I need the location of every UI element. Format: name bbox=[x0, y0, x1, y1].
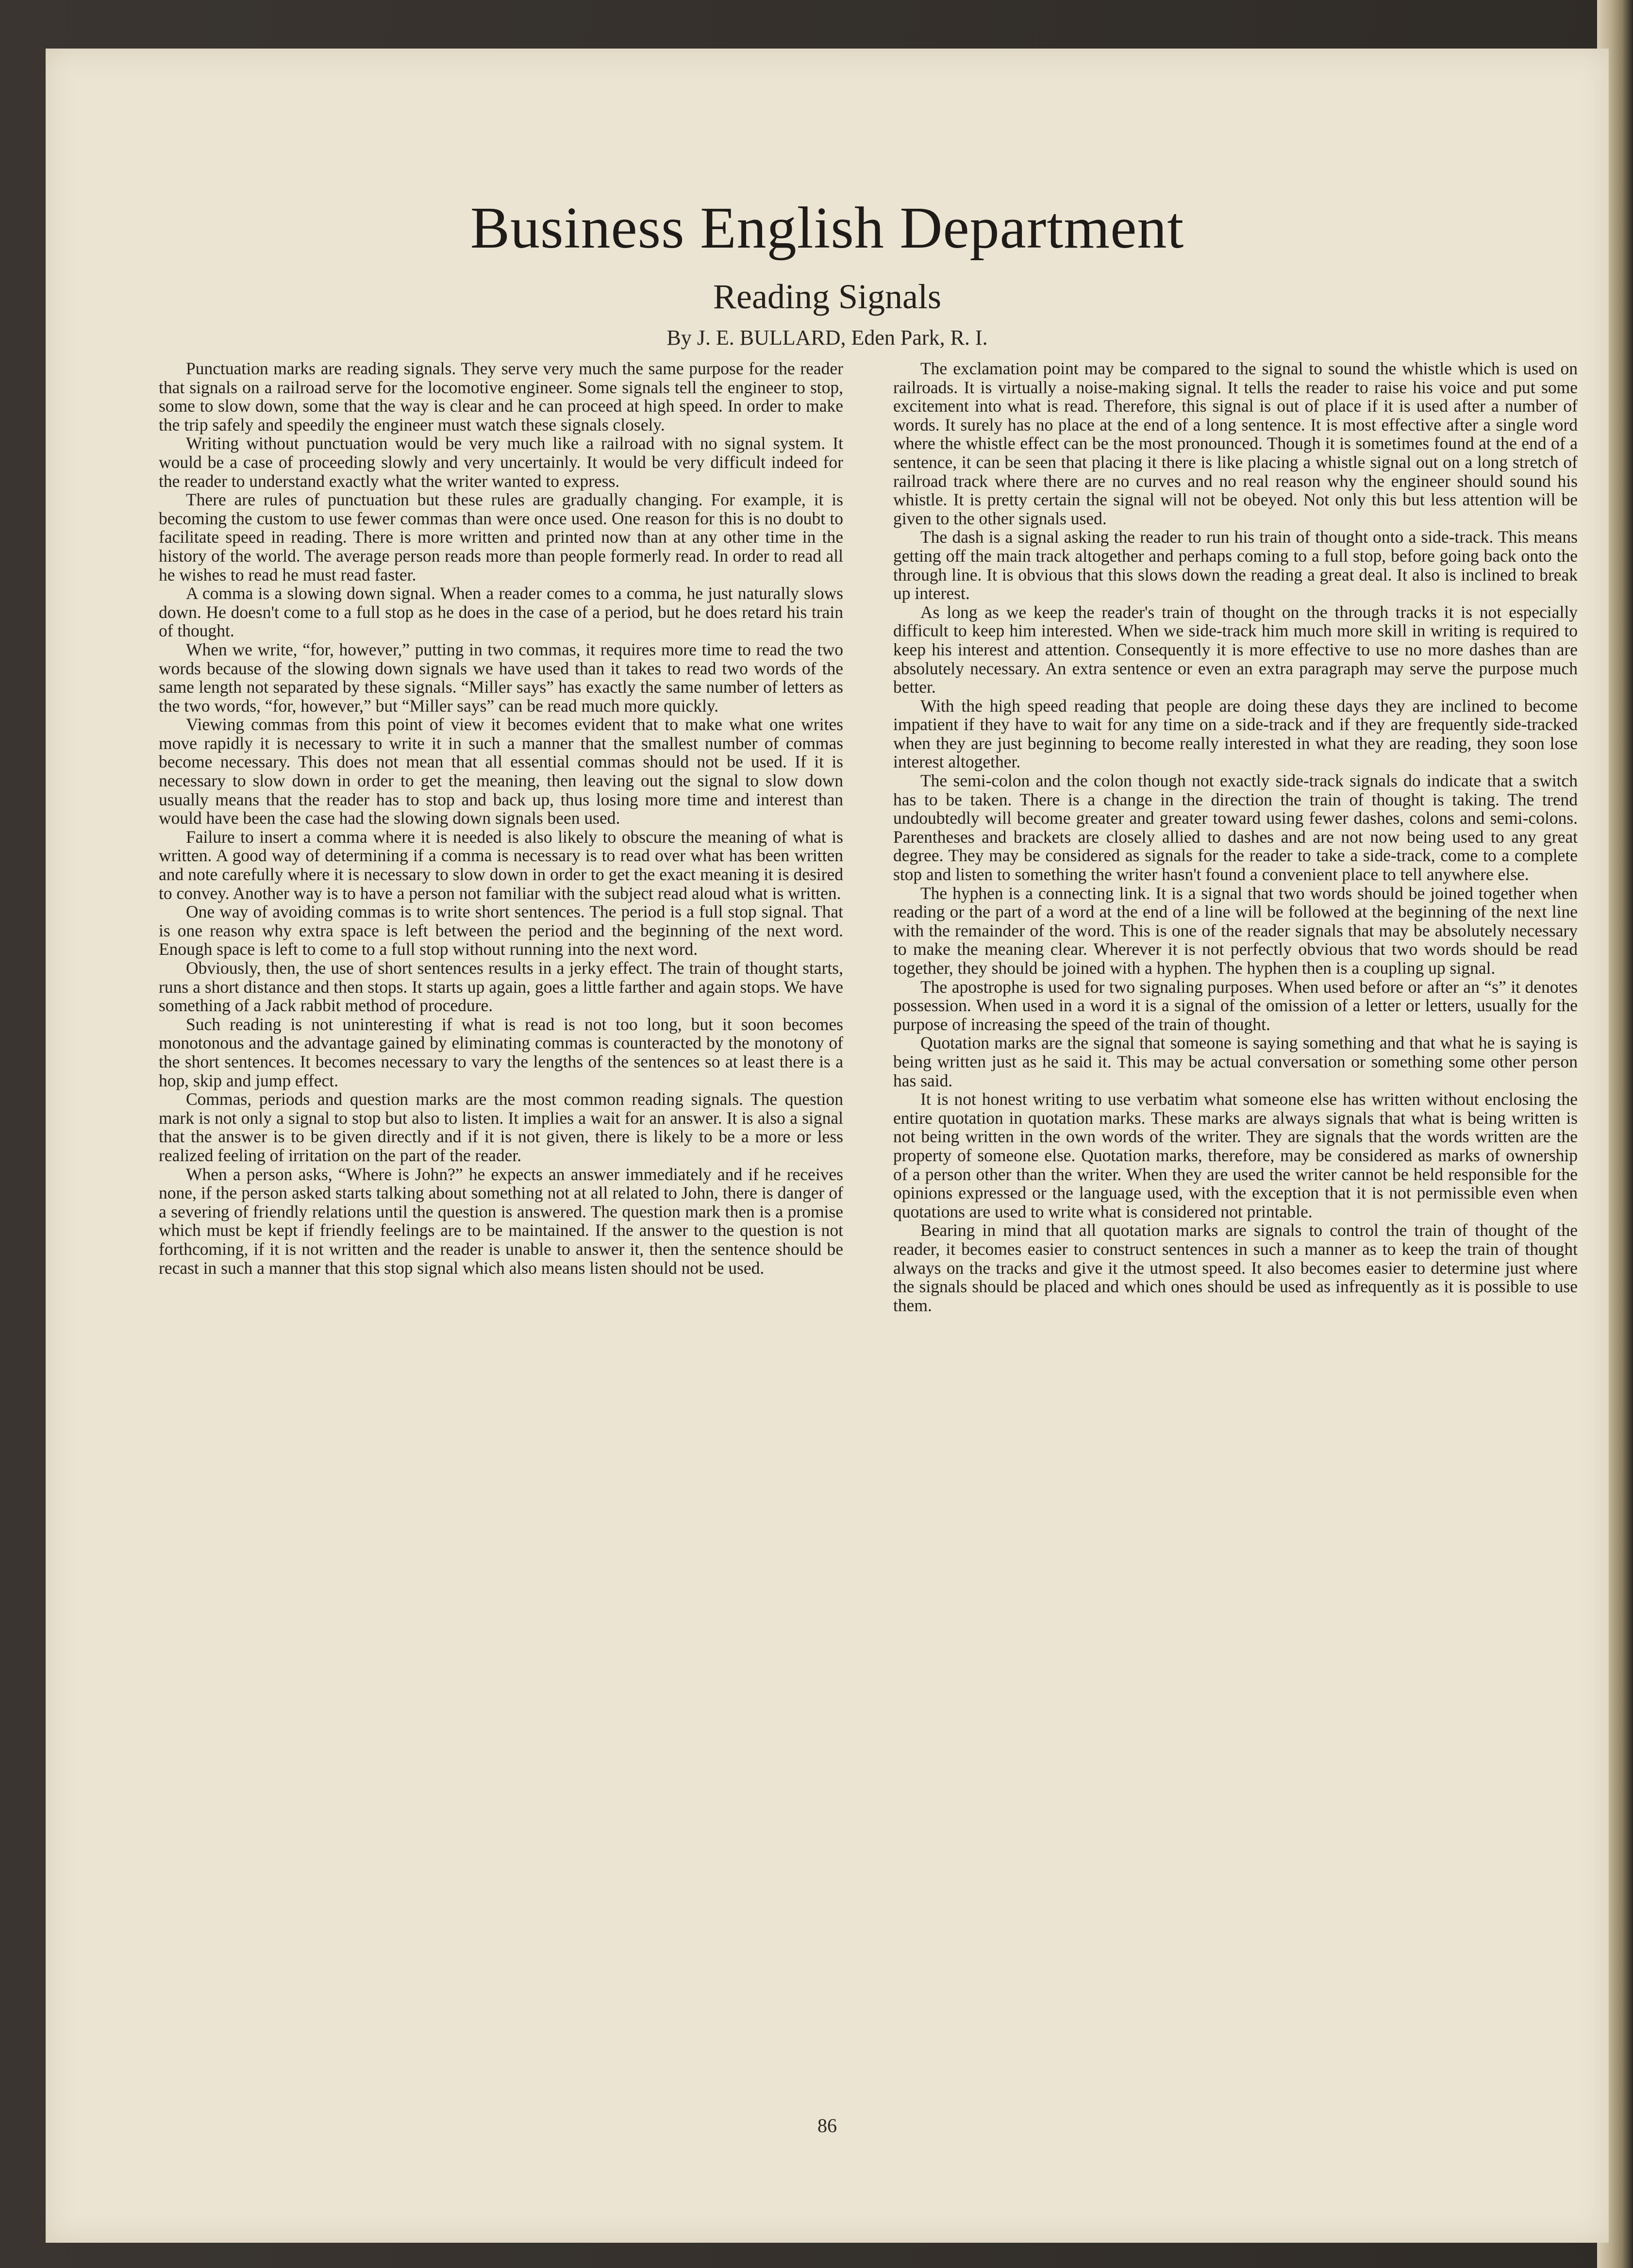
page-content bbox=[46, 49, 1609, 2243]
right-column bbox=[893, 359, 1578, 1315]
paragraph: Such reading is not uninteresting if what is read is not too long, but it soon becomes monotonous and the advantage gained by eliminating commas is counteracted by the monotony of the short sentences. It becomes necessary to vary the lengths of the sentences so at least there is a hop, skip and jump effect. bbox=[159, 1014, 843, 1090]
paragraph: When we write, “for, however,” putting in two commas, it requires more time to read the two words because of the slowing down signals we have used than it takes to read two words of the same length not separated by these signals. “Miller says” has exactly the same number of letters as the two words, “for, however,” but “Miller says” can be read much more quickly. bbox=[159, 639, 843, 716]
paragraph: As long as we keep the reader's train of thought on the through tracks it is not especially difficult to keep him interested. When we side-track him much more skill in writing is required to keep his interest and attention. Consequently it is more effective to use no more dashes than are absolutely necessary. An extra sentence or even an extra paragraph may serve the purpose much better. bbox=[893, 602, 1578, 697]
paragraph: One way of avoiding commas is to write short sentences. The period is a full stop signal. That is one reason why extra space is left between the period and the beginning of the next word. Enough space is left to come to a full stop without running into the next word. bbox=[159, 902, 843, 959]
paragraph: The dash is a signal asking the reader to run his train of thought onto a side-track. This means getting off the main track altogether and perhaps coming to a full stop, before going back onto the through line. It is obvious that this slows down the reading a great deal. It also is inclined to break up interest. bbox=[893, 527, 1578, 603]
paragraph: The exclamation point may be compared to the signal to sound the whistle which is used on railroads. It is virtually a noise-making signal. It tells the reader to raise his voice and put some excitement into what is read. Therefore, this signal is out of place if it is used after a number of words. It surely has no place at the end of a long sentence. It is most effective after a single word where the whistle effect can be the most pronounced. Though it is sometimes found at the end of a sentence, it can be seen that placing it there is like placing a whistle signal out on a long stretch of railroad track where there are no curves and no real reason why the engineer should sound his whistle. It is pretty certain the signal will not be obeyed. Not only this but less attention will be given to the other signals used. bbox=[893, 359, 1578, 528]
paragraph: The hyphen is a connecting link. It is a signal that two words should be joined together when reading or the part of a word at the end of a line will be followed at the beginning of the next line with the remainder of the word. This is one of the reader signals that may be absolutely necessary to make the meaning clear. Wherever it is not perfectly obvious that two words should be read together, they should be joined with a hyphen. The hyphen then is a coupling up signal. bbox=[893, 883, 1578, 978]
department-title: Business English Department bbox=[470, 195, 1184, 261]
paragraph: Punctuation marks are reading signals. They serve very much the same purpose for the reader that signals on a railroad serve for the locomotive engineer. Some signals tell the engineer to stop, some to slow down, some that the way is clear and he can proceed at high speed. In order to make the trip safely and speedily the engineer must watch these signals closely. bbox=[159, 359, 843, 434]
paragraph: A comma is a slowing down signal. When a reader comes to a comma, he just naturally slows down. He doesn't come to a full stop as he does in the case of a period, but he does retard his train of thought. bbox=[159, 584, 843, 641]
paragraph: Obviously, then, the use of short sentences results in a jerky effect. The train of thought starts, runs a short distance and then stops. It starts up again, goes a little farther and again stops. We have something of a Jack rabbit method of procedure. bbox=[159, 958, 843, 1016]
byline: By J. E. BULLARD, Eden Park, R. I. bbox=[667, 326, 988, 350]
paragraph: It is not honest writing to use verbatim what someone else has written without enclosing the entire quotation in quotation marks. These marks are always signals that what is being written is not being written in the own words of the writer. They are signals that the words written are the property of someone else. Quotation marks, therefore, may be considered as marks of ownership of a person other than the writer. When they are used the writer cannot be held responsible for the opinions expressed or the language used, with the exception that it is not permissible even when quotations are used to write what is considered not printable. bbox=[893, 1089, 1578, 1221]
left-column bbox=[159, 359, 843, 1277]
paragraph: The semi-colon and the colon though not exactly side-track signals do indicate that a switch has to be taken. There is a change in the direction the train of thought is taking. The trend undoubtedly will become greater and greater toward using fewer dashes, colons and semi-colons. Parentheses and brackets are closely allied to dashes and are not now being used to any great degree. They may be considered as signals for the reader to take a side-track, come to a complete stop and listen to something the writer hasn't found a convenient place to tell anywhere else. bbox=[893, 771, 1578, 884]
paragraph: Bearing in mind that all quotation marks are signals to control the train of thought of the reader, it becomes easier to construct sentences in such a manner as to keep the train of thought always on the tracks and give it the utmost speed. It also becomes easier to determine just where the signals should be placed and which ones should be used as infrequently as it is possible to use them. bbox=[893, 1220, 1578, 1315]
paragraph: When a person asks, “Where is John?” he expects an answer immediately and if he receives none, if the person asked starts talking about something not at all related to John, there is danger of a severing of friendly relations until the question is answered. The question mark then is a promise which must be kept if friendly feelings are to be maintained. If the answer to the question is not forthcoming, if it is not written and the reader is unable to answer it, then the sentence should be recast in such a manner that this stop signal which also means listen should not be used. bbox=[159, 1164, 843, 1278]
paragraph: With the high speed reading that people are doing these days they are inclined to become impatient if they have to wait for any time on a side-track and if they are frequently side-tracked when they are just beginning to become really interested in what they are reading, they soon lose interest altogether. bbox=[893, 696, 1578, 772]
page-number: 86 bbox=[817, 2115, 837, 2136]
paragraph: Failure to insert a comma where it is needed is also likely to obscure the meaning of what is written. A good way of determining if a comma is necessary is to read over what has been written and note carefully where it is necessary to slow down in order to get the exact meaning it is desired to convey. Another way is to have a person not familiar with the subject read aloud what is written. bbox=[159, 827, 843, 903]
page bbox=[46, 49, 1609, 2243]
paragraph: Writing without punctuation would be very much like a railroad with no signal system. It would be a case of proceeding slowly and very uncertainly. It would be very difficult indeed for the reader to understand exactly what the writer wanted to express. bbox=[159, 434, 843, 491]
paragraph: Viewing commas from this point of view it becomes evident that to make what one writes move rapidly it is necessary to write it in such a manner that the smallest number of commas become necessary. This does not mean that all essential commas should not be used. If it is necessary to slow down in order to get the meaning, then leaving out the signal to slow down usually means that the reader has to stop and back up, thus losing more time and interest than would have been the case had the slowing down signals been used. bbox=[159, 715, 843, 828]
paragraph: Quotation marks are the signal that someone is saying something and that what he is saying is being written just as he said it. This may be actual conversation or something some other person has said. bbox=[893, 1033, 1578, 1090]
article-title: Reading Signals bbox=[713, 277, 941, 316]
paragraph: Commas, periods and question marks are the most common reading signals. The question mark is not only a signal to stop but also to listen. It implies a wait for an answer. It is also a signal that the answer is to be given directly and if it is not given, there is likely to be a more or less realized feeling of irritation on the part of the reader. bbox=[159, 1089, 843, 1165]
paragraph: There are rules of punctuation but these rules are gradually changing. For example, it is becoming the custom to use fewer commas than were once used. One reason for this is no doubt to facilitate speed in reading. There is more written and printed now than at any other time in the history of the world. The average person reads more than people formerly read. In order to read all he wishes to read he must read faster. bbox=[159, 490, 843, 584]
paragraph: The apostrophe is used for two signaling purposes. When used before or after an “s” it denotes possession. When used in a word it is a signal of the omission of a letter or letters, usually for the purpose of increasing the speed of the train of thought. bbox=[893, 977, 1578, 1034]
